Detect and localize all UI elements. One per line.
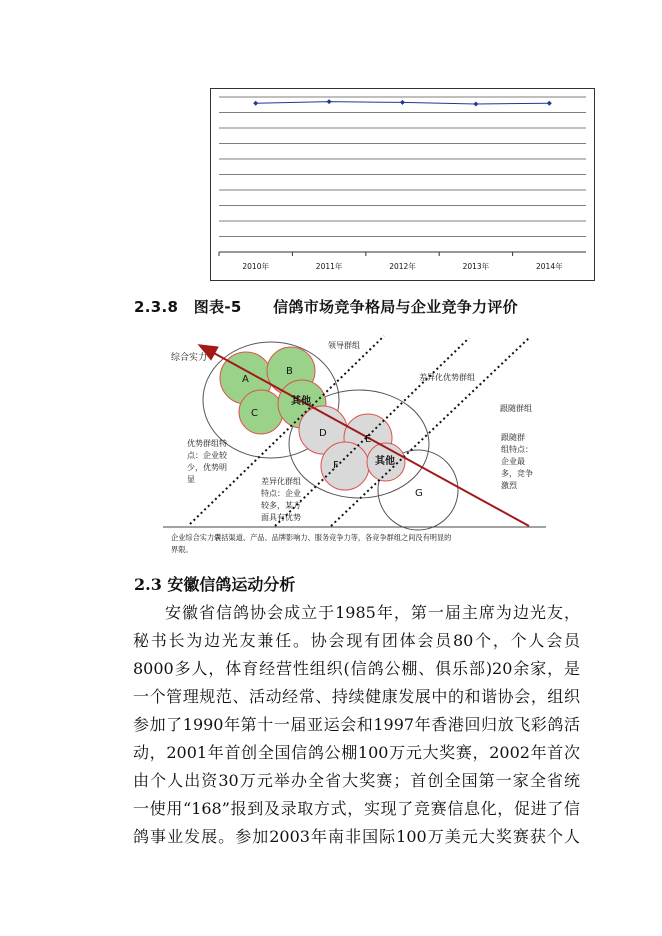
body-line: 一使用“168”报到及录取方式，实现了竞赛信息化，促进了信	[133, 799, 580, 818]
advantage-note-line: 显	[187, 475, 195, 484]
body-line: 秘书长为边光友兼任。协会现有团体会员80个，个人会员	[133, 631, 580, 650]
follow-note-line: 多，竞争	[501, 469, 533, 478]
competition-diagram	[163, 334, 546, 556]
figure-label: 图表-5	[193, 298, 242, 316]
figure-title: 信鸽市场竞争格局与企业竞争力评价	[273, 298, 518, 316]
body-line: 参加了1990年第十一届亚运会和1997年香港回归放飞彩鸽活	[133, 715, 580, 734]
follow-note-line: 跟随群	[501, 433, 525, 442]
label-c: C	[251, 408, 258, 419]
label-d: D	[319, 428, 327, 439]
axis-label: 综合实力	[171, 353, 208, 363]
line-chart-frame	[210, 88, 595, 281]
advantage-note-line: 少，优势明	[187, 463, 227, 472]
data-point	[547, 101, 552, 106]
label-other-2: 其他	[375, 456, 395, 467]
advantage-note-line: 点：企业较	[187, 451, 227, 460]
advantage-note-line: 优势群组特	[187, 439, 227, 448]
differentiated-group-label: 差异化优势群组	[419, 373, 475, 382]
x-tick-label: 2012年	[389, 262, 416, 271]
x-tick-label: 2013年	[462, 262, 490, 271]
diff-note-line: 特点：企业	[261, 489, 301, 498]
label-f: F	[333, 460, 339, 471]
label-g: G	[415, 488, 423, 499]
body-line: 鸽事业发展。参加2003年南非国际100万美元大奖赛获个人	[133, 827, 580, 846]
footnote-line: 企业综合实力囊括渠道、产品、品牌影响力、服务竞争力等，各竞争群组之间没有明显的	[171, 533, 452, 542]
diff-note-line: 面具有优势	[261, 513, 301, 522]
label-other-1: 其他	[291, 396, 311, 407]
data-point	[253, 101, 258, 106]
line-chart	[211, 89, 594, 280]
label-b: B	[286, 366, 293, 377]
body-line: 动，2001年首创全国信鸽公棚100万元大奖赛，2002年首次	[133, 743, 580, 762]
data-point	[473, 101, 478, 106]
body-line: 8000多人，体育经营性组织(信鸽公棚、俱乐部)20余家，是	[133, 659, 580, 678]
circle-f	[321, 442, 369, 490]
circle-c	[239, 390, 283, 434]
body-line: 一个管理规范、活动经常、持续健康发展中的和谐协会，组织	[133, 687, 580, 706]
label-e: E	[365, 434, 372, 445]
diff-note-line: 较多，某方	[261, 501, 301, 510]
body-paragraph	[133, 599, 580, 851]
figure-number: 2.3.8	[134, 298, 179, 316]
follow-note-line: 激烈	[501, 481, 517, 490]
section-number: 2.3	[134, 575, 162, 594]
label-a: A	[242, 374, 249, 385]
figure-caption	[134, 296, 518, 317]
data-point	[327, 99, 332, 104]
body-line: 安徽省信鸽协会成立于1985年，第一届主席为边光友，	[165, 603, 580, 622]
data-point	[400, 100, 405, 105]
x-tick-label: 2011年	[315, 262, 343, 271]
section-heading	[134, 572, 295, 595]
section-title: 安徽信鸽运动分析	[167, 575, 296, 594]
follow-note-line: 组特点：	[501, 445, 533, 454]
leading-group-label: 领导群组	[328, 341, 360, 350]
x-tick-label: 2010年	[242, 262, 269, 271]
footnote-line: 界限。	[171, 545, 193, 554]
follow-note-line: 企业最	[501, 457, 525, 466]
x-tick-label: 2014年	[536, 262, 563, 271]
body-line: 由个人出资30万元举办全省大奖赛；首创全国第一家全省统	[133, 771, 580, 790]
diagram-svg	[163, 334, 546, 556]
diff-note-line: 差异化群组	[261, 477, 301, 486]
following-group-label: 跟随群组	[500, 404, 532, 413]
